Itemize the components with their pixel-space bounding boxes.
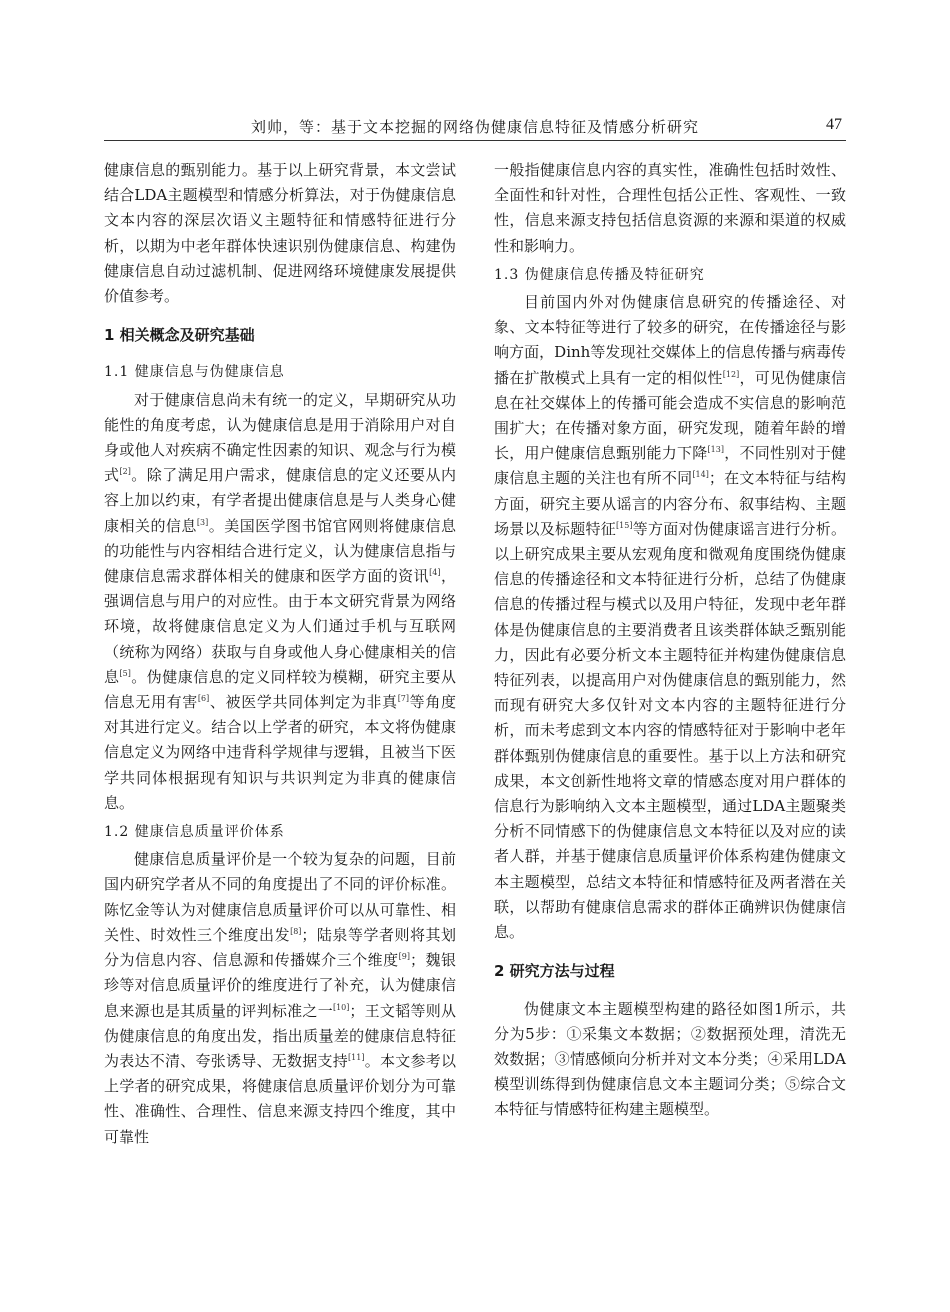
intro-paragraph: 健康信息的甄别能力。基于以上研究背景，本文尝试结合LDA主题模型和情感分析算法，对于伪健康信息文本内容的深层次语义主题特征和情感特征进行分析，以期为中老年群体快速识别伪健康信息、构建伪健康信息自动过滤机制、促进网络环境健康发展提供价值参考。: [104, 161, 456, 306]
running-title: 刘帅，等：基于文本挖掘的网络伪健康信息特征及情感分析研究: [250, 118, 699, 136]
citation-2[interactable]: [2]: [119, 467, 131, 477]
section-1-2-heading: 1.2 健康信息质量评价体系: [104, 824, 285, 841]
section-1-1-heading: 1.1 健康信息与伪健康信息: [104, 364, 285, 381]
citation-15[interactable]: [15]: [616, 520, 633, 530]
citation-8[interactable]: [8]: [290, 926, 302, 936]
citation-13[interactable]: [13]: [707, 445, 724, 455]
citation-14[interactable]: [14]: [692, 470, 709, 480]
continued-paragraph: 一般指健康信息内容的真实性，准确性包括时效性、全面性和针对性，合理性包括公正性、客观性、一致性，信息来源支持包括信息资源的来源和渠道的权威性和影响力。: [494, 161, 846, 255]
right-column: [494, 158, 846, 1123]
citation-3[interactable]: [3]: [196, 517, 209, 527]
citation-6[interactable]: [6]: [197, 694, 210, 704]
citation-4[interactable]: [4]: [429, 568, 441, 578]
section-1-3-paragraph: 目前国内外对伪健康信息研究的传播途径、对象、文本特征等进行了较多的研究，在传播途径与影响方面，Dinh等发现社交媒体上的信息传播与病毒传播在扩散模式上具有一定的相似性[12]，可见伪健康信息在社交媒体上的传播可能会造成不实信息的影响范围扩大；在传播对象方面，研究发现，随着年龄的增长，用户健康信息甄别能力下降[13]，不同性别对于健康信息主题的关注也有所不同[14]；在文本特征与结构方面，研究主要从谣言的内容分布、叙事结构、主题场景以及标题特征[15]等方面对伪健康谣言进行分析。以上研究成果主要从宏观角度和微观角度围绕伪健康信息的传播途径和文本特征进行分析，总结了伪健康信息的传播过程与模式以及用户特征，发现中老年群体是伪健康信息的主要消费者且该类群体缺乏甄别能力，因此有必要分析文本主题特征并构建伪健康信息特征列表，以提高用户对伪健康信息的甄别能力，然而现有研究大多仅针对文本内容的主题特征进行分析，而未考虑到文本内容的情感特征对于影响中老年群体甄别伪健康信息的重要性。基于以上方法和研究成果，本文创新性地将文章的情感态度对用户群体的信息行为影响纳入文本主题模型，通过LDA主题聚类分析不同情感下的伪健康信息文本特征以及对应的读者人群，并基于健康信息质量评价体系构建伪健康文本主题模型，总结文本特征和情感特征及两者潜在关联，以帮助有健康信息需求的群体正确辨识伪健康信息。: [494, 293, 846, 942]
citation-10[interactable]: [10]: [332, 1002, 350, 1012]
citation-5[interactable]: [5]: [119, 668, 131, 678]
page-number: 47: [826, 116, 842, 133]
citation-12[interactable]: [12]: [722, 369, 740, 379]
section-2-heading: 2 研究方法与过程: [494, 962, 615, 981]
section-1-2-paragraph: 健康信息质量评价是一个较为复杂的问题，目前国内研究学者从不同的角度提出了不同的评价标准。陈忆金等认为对健康信息质量评价可以从可靠性、相关性、时效性三个维度出发[8]；陆泉等学者则将其划分为信息内容、信息源和传播媒介三个维度[9]；魏银珍等对信息质量评价的维度进行了补充，认为健康信息来源也是其质量的评判标准之一[10]；王文韬等则从伪健康信息的角度出发，指出质量差的健康信息特征为表达不清、夸张诱导、无数据支持[11]。本文参考以上学者的研究成果，将健康信息质量评价划分为可靠性、准确性、合理性、信息来源支持四个维度，其中可靠性: [104, 850, 456, 1146]
section-1-1-paragraph: 对于健康信息尚未有统一的定义，早期研究从功能性的角度考虑，认为健康信息是用于消除用户对自身或他人对疾病不确定性因素的知识、观念与行为模式[2]。除了满足用户需求，健康信息的定义还要从内容上加以约束，有学者提出健康信息是与人类身心健康相关的信息[3]。美国医学图书馆官网则将健康信息的功能性与内容相结合进行定义，认为健康信息指与健康信息需求群体相关的健康和医学方面的资讯[4]，强调信息与用户的对应性。由于本文研究背景为网络环境，故将健康信息定义为人们通过手机与互联网（统称为网络）获取与自身或他人身心健康相关的信息[5]。伪健康信息的定义同样较为模糊，研究主要从信息无用有害[6]、被医学共同体判定为非真[7]等角度对其进行定义。结合以上学者的研究，本文将伪健康信息定义为网络中违背科学规律与逻辑，且被当下医学共同体根据现有知识与共识判定为非真的健康信息。: [104, 390, 456, 812]
left-column: [104, 158, 456, 1150]
section-1-heading: 1 相关概念及研究基础: [104, 326, 255, 345]
section-1-3-heading: 1.3 伪健康信息传播及特征研究: [494, 266, 705, 283]
citation-11[interactable]: [11]: [348, 1052, 365, 1062]
section-2-paragraph: 伪健康文本主题模型构建的路径如图1所示，共分为5步：①采集文本数据；②数据预处理，清洗无效数据；③情感倾向分析并对文本分类；④采用LDA模型训练得到伪健康信息文本主题词分类；⑤综合文本特征与情感特征构建主题模型。: [494, 999, 846, 1119]
citation-9[interactable]: [9]: [398, 952, 410, 962]
citation-7[interactable]: [7]: [397, 694, 410, 704]
running-header: [104, 112, 846, 141]
